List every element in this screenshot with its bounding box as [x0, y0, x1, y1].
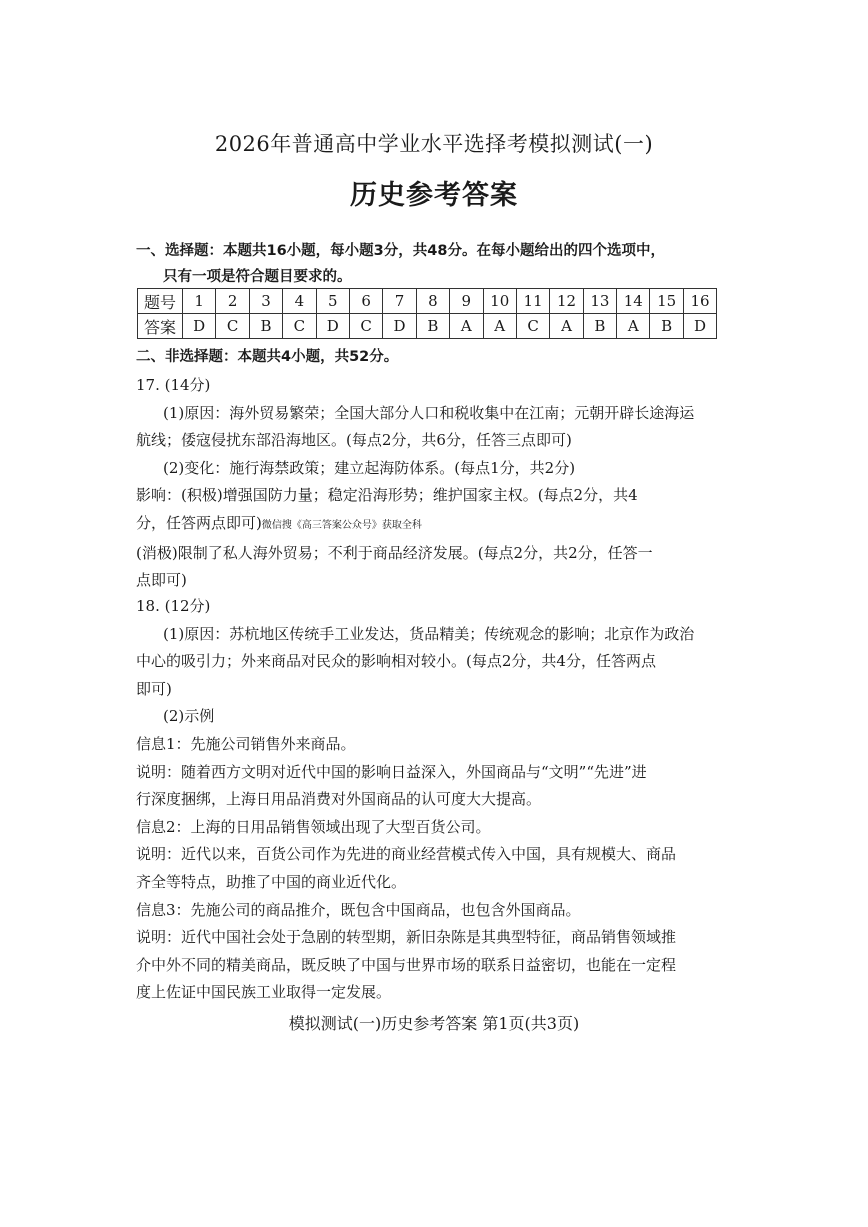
section2-heading: 二、非选择题：本题共4小题，共52分。	[136, 349, 399, 365]
q-number: 15	[650, 289, 683, 314]
row-label-answer: 答案	[138, 314, 183, 339]
answer-cell: A	[450, 314, 483, 339]
answer-cell: A	[550, 314, 583, 339]
q-number: 7	[383, 289, 416, 314]
row-label-number: 题号	[138, 289, 183, 314]
q17-part3-line2: 分，任答两点即可)	[136, 513, 262, 532]
q-number: 6	[349, 289, 382, 314]
q-number: 1	[183, 289, 216, 314]
q18-explain1-line1: 说明：随着西方文明对近代中国的影响日益深入，外国商品与“文明”“先进”进	[136, 762, 647, 781]
answer-cell: D	[316, 314, 349, 339]
q-number: 13	[583, 289, 616, 314]
answer-cell: A	[483, 314, 516, 339]
answer-cell: B	[249, 314, 282, 339]
answer-cell: B	[416, 314, 449, 339]
q17-part2: (2)变化：施行海禁政策；建立起海防体系。(每点1分，共2分)	[163, 458, 576, 477]
q18-info3: 信息3：先施公司的商品推介，既包含中国商品，也包含外国商品。	[136, 900, 581, 919]
q-number: 10	[483, 289, 516, 314]
answer-table	[137, 288, 717, 339]
q17-part1-line1: (1)原因：海外贸易繁荣；全国大部分人口和税收集中在江南；元朝开辟长途海运	[163, 403, 695, 422]
exam-title: 2026年普通高中学业水平选择考模拟测试(一)	[214, 132, 654, 156]
q18-part1-line2: 中心的吸引力；外来商品对民众的影响相对较小。(每点2分，共4分，任答两点	[136, 652, 656, 671]
section1-line2: 只有一项是符合题目要求的。	[163, 269, 352, 285]
q18-explain3-line3: 度上佐证中国民族工业取得一定发展。	[136, 983, 392, 1002]
q-number: 5	[316, 289, 349, 314]
q18-explain3-line1: 说明：近代中国社会处于急剧的转型期，新旧杂陈是其典型特征，商品销售领域推	[136, 928, 677, 947]
q18-explain2-line2: 齐全等特点，助推了中国的商业近代化。	[136, 872, 407, 891]
q17-part1-line2: 航线；倭寇侵扰东部沿海地区。(每点2分，共6分，任答三点即可)	[136, 431, 572, 450]
q-number: 2	[216, 289, 249, 314]
q18-part1-line3: 即可)	[136, 679, 172, 698]
q18-part2: (2)示例	[163, 707, 215, 726]
q-number: 11	[516, 289, 549, 314]
q18-explain2-line1: 说明：近代以来，百货公司作为先进的商业经营模式传入中国，具有规模大、商品	[136, 845, 677, 864]
q18-label: 18. (12分)	[136, 597, 211, 615]
q-number: 4	[283, 289, 316, 314]
q-number: 16	[683, 289, 716, 314]
answer-cell: D	[383, 314, 416, 339]
answer-subtitle: 历史参考答案	[350, 180, 518, 211]
q18-info1: 信息1：先施公司销售外来商品。	[136, 734, 356, 753]
q-number: 8	[416, 289, 449, 314]
answer-cell: C	[283, 314, 316, 339]
answer-row	[138, 314, 717, 339]
q18-part1-line1: (1)原因：苏杭地区传统手工业发达，货品精美；传统观念的影响；北京作为政治	[163, 624, 695, 643]
q-number: 3	[249, 289, 282, 314]
page-footer: 模拟测试(一)历史参考答案 第1页(共3页)	[288, 1014, 580, 1033]
answer-cell: D	[183, 314, 216, 339]
question-number-row	[138, 289, 717, 314]
q17-part4-line1: (消极)限制了私人海外贸易；不利于商品经济发展。(每点2分，共2分，任答一	[136, 543, 653, 562]
answer-cell: C	[216, 314, 249, 339]
q-number: 14	[617, 289, 650, 314]
answer-cell: C	[516, 314, 549, 339]
q17-part3-line2-wrap	[136, 510, 736, 540]
answer-cell: B	[650, 314, 683, 339]
section1-line1: 一、选择题：本题共16小题，每小题3分，共48分。在每小题给出的四个选项中，	[136, 243, 665, 259]
answer-cell: B	[583, 314, 616, 339]
question-18	[136, 593, 736, 1007]
answer-cell: C	[349, 314, 382, 339]
section1-heading	[136, 238, 736, 290]
q18-explain1-line2: 行深度捆绑，上海日用品消费对外国商品的认可度大大提高。	[136, 790, 542, 809]
q17-watermark-note: 微信搜《高三答案公众号》获取全科	[261, 519, 422, 531]
question-17	[136, 372, 736, 595]
q18-info2: 信息2：上海的日用品销售领域出现了大型百货公司。	[136, 817, 491, 836]
q-number: 12	[550, 289, 583, 314]
q17-part4-line2: 点即可)	[136, 571, 187, 590]
q-number: 9	[450, 289, 483, 314]
answer-cell: A	[617, 314, 650, 339]
q18-explain3-line2: 介中外不同的精美商品，既反映了中国与世界市场的联系日益密切，也能在一定程	[136, 955, 677, 974]
q17-label: 17. (14分)	[136, 376, 211, 394]
answer-cell: D	[683, 314, 716, 339]
q17-part3-line1: 影响：(积极)增强国防力量；稳定沿海形势；维护国家主权。(每点2分，共4	[136, 486, 638, 505]
